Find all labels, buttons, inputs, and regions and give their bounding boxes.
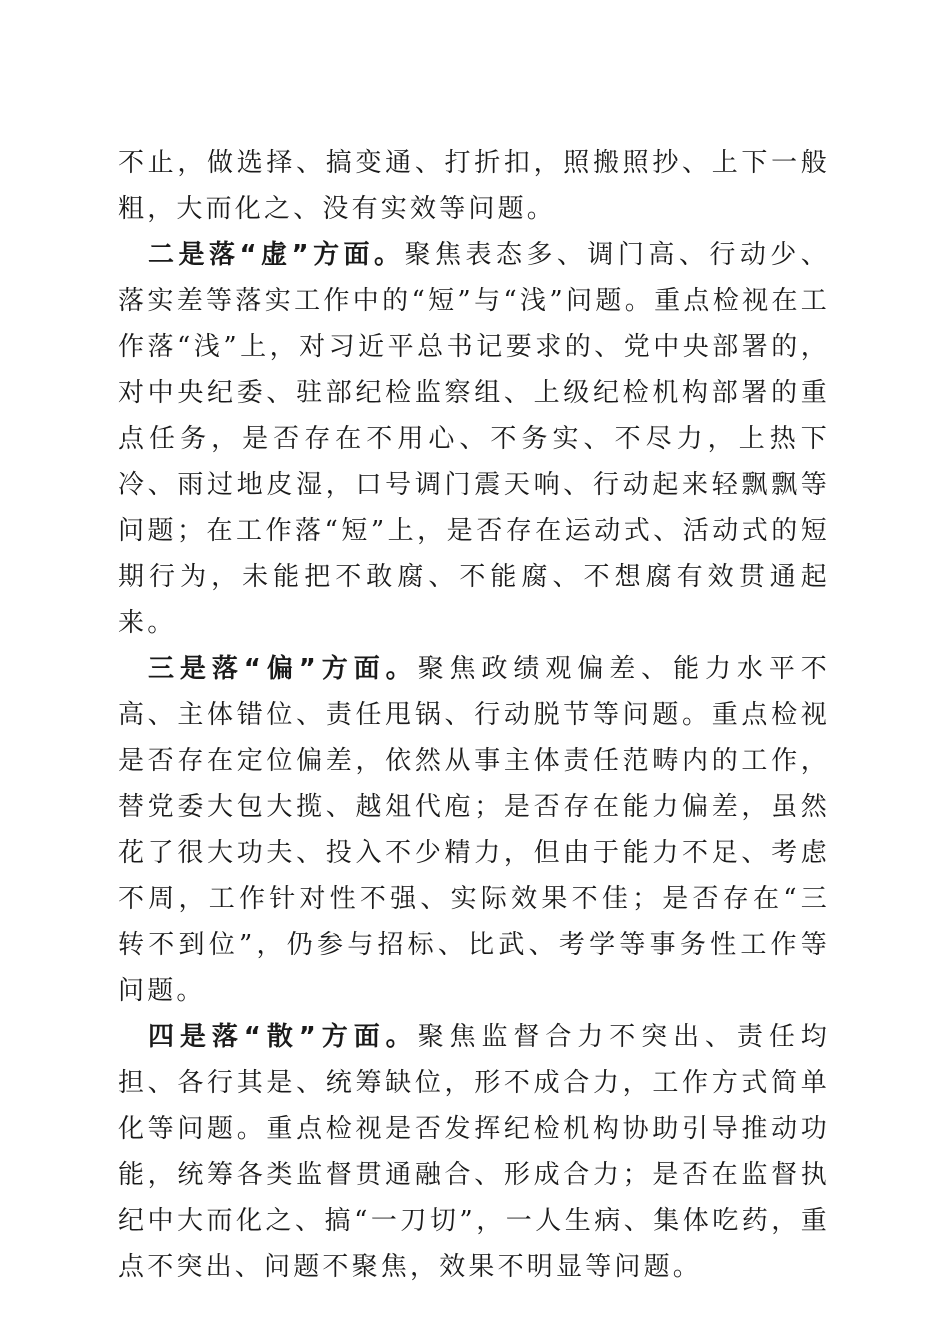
paragraph-san bbox=[118, 1014, 830, 1290]
paragraph-xu bbox=[118, 232, 830, 646]
paragraph-heading: 四是落“散”方面。 bbox=[148, 1022, 418, 1052]
document-body bbox=[118, 140, 830, 1290]
paragraph-text: 聚焦监督合力不突出、责任均担、各行其是、统筹缺位，形不成合力，工作方式简单化等问题。重点检视是否发挥纪检机构协助引导推动功能，统筹各类监督贯通融合、形成合力；是否在监督执纪中大而化之、搞“一刀切”，一人生病、集体吃药，重点不突出、问题不聚焦，效果不明显等问题。 bbox=[118, 1022, 830, 1282]
paragraph-text: 聚焦政绩观偏差、能力水平不高、主体错位、责任甩锅、行动脱节等问题。重点检视是否存在定位偏差，依然从事主体责任范畴内的工作，替党委大包大揽、越俎代庖；是否存在能力偏差，虽然花了很大功夫、投入不少精力，但由于能力不足、考虑不周，工作针对性不强、实际效果不佳；是否存在“三转不到位”，仍参与招标、比武、考学等事务性工作等问题。 bbox=[118, 654, 830, 1006]
paragraph-text: 聚焦表态多、调门高、行动少、落实差等落实工作中的“短”与“浅”问题。重点检视在工作落“浅”上，对习近平总书记要求的、党中央部署的，对中央纪委、驻部纪检监察组、上级纪检机构部署的重点任务，是否存在不用心、不务实、不尽力，上热下冷、雨过地皮湿，口号调门震天响、行动起来轻飘飘等问题；在工作落“短”上，是否存在运动式、活动式的短期行为，未能把不敢腐、不能腐、不想腐有效贯通起来。 bbox=[118, 240, 830, 638]
paragraph-continuation bbox=[118, 140, 830, 232]
paragraph-text: 不止，做选择、搞变通、打折扣，照搬照抄、上下一般粗，大而化之、没有实效等问题。 bbox=[118, 148, 830, 224]
paragraph-heading: 三是落“偏”方面。 bbox=[148, 654, 418, 684]
paragraph-pian bbox=[118, 646, 830, 1014]
paragraph-heading: 二是落“虚”方面。 bbox=[148, 240, 405, 270]
